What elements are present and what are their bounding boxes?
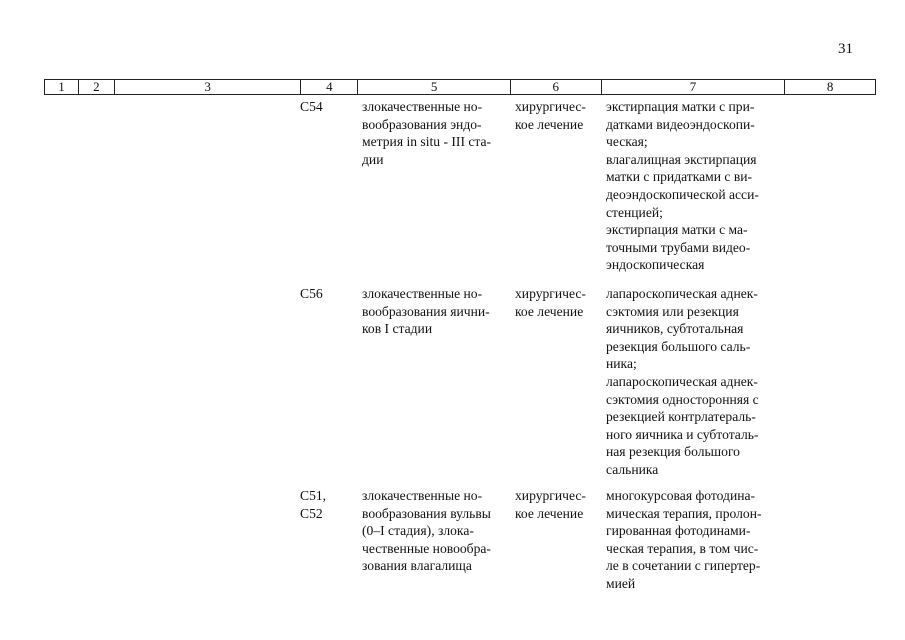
column-header-2: 2 [79, 80, 115, 94]
column-header-8: 8 [826, 79, 834, 94]
row-2-diagnosis: злокачественные но- вообразования яични- ков I стадии [362, 286, 490, 337]
row-2-treatment-type: хирургичес- кое лечение [515, 286, 586, 319]
column-header-4: 4 [301, 80, 358, 94]
column-header-7: 7 [602, 80, 786, 94]
row-2-code: C56 [300, 286, 323, 301]
column-header-row [44, 79, 876, 95]
page-number: 31 [838, 41, 853, 57]
column-header-3: 3 [115, 80, 302, 94]
column-header-5: 5 [358, 80, 511, 94]
row-2-method: лапароскопическая аднек- сэктомия или резекция яичников, субтотальная резекция большого саль- ника; лапароскопическая аднек- сэктомия односторонняя с резекцией контрлатераль- ного яичника и субтоталь- ная резекция большого сальника [606, 286, 759, 477]
row-3-treatment-type: хирургичес- кое лечение [515, 488, 586, 521]
row-1-code: C54 [300, 99, 323, 114]
row-1-treatment-type: хирургичес- кое лечение [515, 99, 586, 132]
row-1-diagnosis: злокачественные но- вообразования эндо- метрия in situ - III ста- дии [362, 99, 492, 167]
column-header-6: 6 [511, 80, 602, 94]
row-3-method: многокурсовая фотодина- мическая терапия, пролон- гированная фотодинами- ческая терапия, в том чис- ле в сочетании с гипертер- мией [606, 488, 762, 591]
row-3-code: C51, C52 [300, 488, 327, 521]
column-header-1: 1 [45, 80, 79, 94]
row-1-method: экстирпация матки с при- датками видеоэндоскопи- ческая; влагалищная экстирпация матки с придатками с ви- деоэндоскопической асси- стенцией; экстирпация матки с ма- точными трубами видео- эндоскопическая [606, 99, 759, 273]
row-3-diagnosis: злокачественные но- вообразования вульвы (0–I стадия), злока- чественные новообра- зования влагалища [362, 488, 491, 574]
